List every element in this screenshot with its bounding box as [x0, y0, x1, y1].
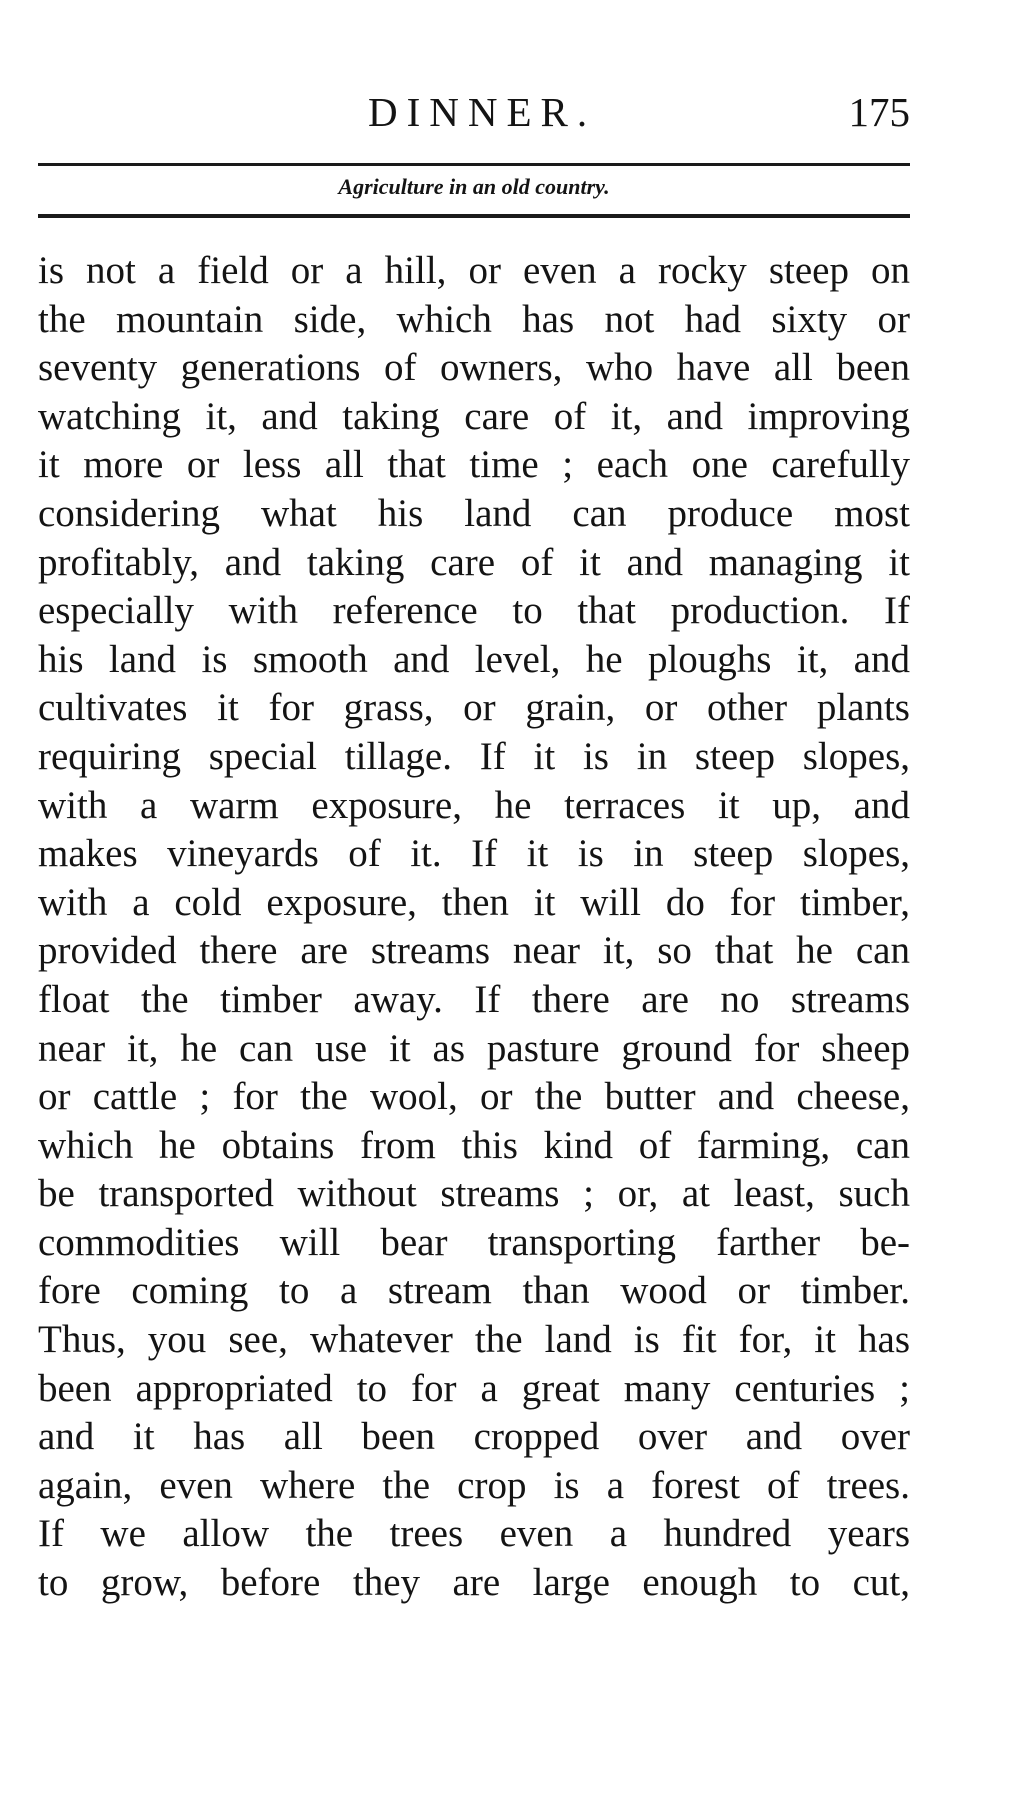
text-line: his land is smooth and level, he ploughs it, and — [38, 637, 910, 681]
text-line: be transported without streams ; or, at least, such — [38, 1172, 910, 1216]
text-line: If we allow the trees even a hundred years — [38, 1512, 910, 1556]
text-line: watching it, and taking care of it, and improving — [38, 394, 910, 438]
text-line: commodities will bear transporting farther be- — [38, 1220, 910, 1264]
text-line: and it has all been cropped over and over — [38, 1415, 910, 1459]
text-line: with a warm exposure, he terraces it up, and — [38, 783, 910, 827]
text-line: Thus, you see, whatever the land is fit for, it has — [38, 1318, 910, 1362]
text-line: near it, he can use it as pasture ground for sheep — [38, 1026, 910, 1070]
text-line: seventy generations of owners, who have all been — [38, 346, 910, 390]
header-rule-top — [38, 163, 910, 166]
text-line: it more or less all that time ; each one carefully — [38, 443, 910, 487]
text-line: the mountain side, which has not had sixty or — [38, 297, 910, 341]
text-line: provided there are streams near it, so that he can — [38, 929, 910, 973]
header-rule-bottom — [38, 214, 910, 218]
text-line: again, even where the crop is a forest of trees. — [38, 1463, 910, 1507]
running-title: DINNER. — [368, 89, 597, 135]
page-number: 175 — [848, 89, 910, 135]
text-line: makes vineyards of it. If it is in steep slopes, — [38, 832, 910, 876]
body-text — [38, 247, 910, 1608]
text-line: which he obtains from this kind of farming, can — [38, 1123, 910, 1167]
text-line: or cattle ; for the wool, or the butter and cheese, — [38, 1075, 910, 1119]
text-line: is not a field or a hill, or even a rocky steep on — [38, 249, 910, 292]
section-subtitle: Agriculture in an old country. — [338, 174, 610, 199]
text-line: profitably, and taking care of it and managing it — [38, 540, 910, 584]
text-line: been appropriated to for a great many centuries ; — [38, 1366, 910, 1410]
text-line: cultivates it for grass, or grain, or other plants — [38, 686, 910, 730]
text-line: to grow, before they are large enough to cut, — [38, 1561, 910, 1605]
text-line: fore coming to a stream than wood or timber. — [38, 1269, 910, 1313]
text-line: considering what his land can produce most — [38, 491, 910, 535]
text-line: float the timber away. If there are no streams — [38, 977, 910, 1021]
text-line: with a cold exposure, then it will do for timber, — [38, 880, 910, 924]
text-line: especially with reference to that production. If — [38, 589, 910, 633]
text-line: requiring special tillage. If it is in steep slopes, — [38, 734, 910, 778]
